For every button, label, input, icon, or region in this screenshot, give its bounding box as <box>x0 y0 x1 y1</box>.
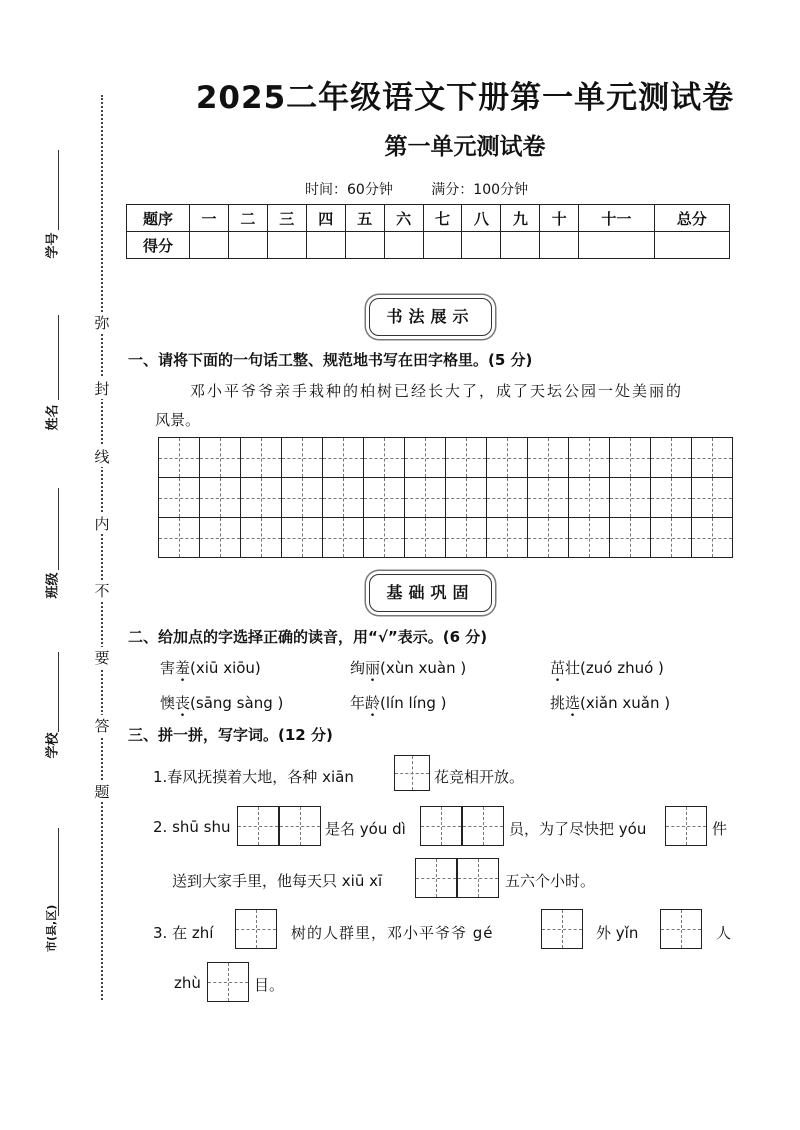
pinyin-options[interactable]: (lín líng ) <box>380 694 447 712</box>
tianzi-cell[interactable] <box>281 477 323 518</box>
answer-box[interactable] <box>457 858 499 898</box>
tianzi-cell[interactable] <box>158 517 200 558</box>
q3-s2-text: 五六个小时。 <box>505 872 596 890</box>
tianzi-cell[interactable] <box>527 437 569 478</box>
table-cell: 五 <box>345 205 384 232</box>
word-char: 懊 <box>160 694 176 712</box>
q3-s3-text: 人 <box>716 924 732 942</box>
word-char: 年 <box>350 694 366 712</box>
exam-info <box>305 179 562 199</box>
tianzi-cell[interactable] <box>281 517 323 558</box>
tianzi-cell[interactable] <box>609 517 651 558</box>
answer-box[interactable] <box>462 806 504 846</box>
page-title: 2025二年级语文下册第一单元测试卷 <box>195 80 735 116</box>
tianzi-cell[interactable] <box>609 437 651 478</box>
city-line[interactable] <box>58 828 59 916</box>
q2-item[interactable] <box>160 692 283 713</box>
tianzi-cell[interactable] <box>650 477 692 518</box>
word-char: 绚 <box>350 659 366 677</box>
score-input-cell[interactable] <box>501 232 540 259</box>
score-input-cell[interactable] <box>306 232 345 259</box>
tianzi-cell[interactable] <box>609 477 651 518</box>
city-label: 市(县,区) <box>45 904 58 952</box>
q3-heading: 三、拼一拼，写字词。(12 分) <box>128 726 333 744</box>
q3-s3-text: 目。 <box>254 976 285 994</box>
word-char: 壮 <box>565 659 581 677</box>
table-cell: 八 <box>462 205 501 232</box>
tianzi-cell[interactable] <box>568 477 610 518</box>
tianzi-cell[interactable] <box>240 477 282 518</box>
pinyin-options[interactable]: (sāng sàng ) <box>190 694 284 712</box>
q2-item[interactable] <box>350 692 446 713</box>
pinyin-options[interactable]: (xiǎn xuǎn ) <box>580 694 671 712</box>
table-cell: 六 <box>384 205 423 232</box>
score-input-cell[interactable] <box>654 232 729 259</box>
score-header-row <box>127 205 730 232</box>
answer-box[interactable] <box>665 806 707 846</box>
tianzi-cell[interactable] <box>158 477 200 518</box>
section-badge-basics: 基础巩固 <box>369 574 492 612</box>
student-id-line[interactable] <box>58 150 59 230</box>
tianzi-cell[interactable] <box>240 517 282 558</box>
tianzi-cell[interactable] <box>322 437 364 478</box>
tianzi-cell[interactable] <box>445 517 487 558</box>
score-input-cell[interactable] <box>228 232 267 259</box>
dotted-char: 茁 <box>550 659 566 677</box>
table-cell: 总分 <box>654 205 729 232</box>
dotted-char: 龄 <box>365 694 381 712</box>
tianzi-cell[interactable] <box>199 517 241 558</box>
table-cell: 七 <box>423 205 462 232</box>
q2-item[interactable] <box>550 692 670 713</box>
q3-s1-text: 1.春风抚摸着大地，各种 xiān <box>153 768 354 786</box>
table-cell: 二 <box>228 205 267 232</box>
tianzi-cell[interactable] <box>568 437 610 478</box>
score-input-cell[interactable] <box>579 232 654 259</box>
table-cell: 四 <box>306 205 345 232</box>
pinyin-options[interactable]: (zuó zhuó ) <box>580 659 664 677</box>
tianzi-cell[interactable] <box>445 477 487 518</box>
seal-char: 线 <box>92 446 112 467</box>
answer-box[interactable] <box>420 806 462 846</box>
tianzi-cell[interactable] <box>486 477 528 518</box>
table-cell: 三 <box>267 205 306 232</box>
tianzi-cell[interactable] <box>363 517 405 558</box>
time-limit: 时间：60分钟 <box>305 182 393 198</box>
seal-char: 题 <box>92 781 112 802</box>
tianzi-cell[interactable] <box>486 517 528 558</box>
tianzi-cell[interactable] <box>322 517 364 558</box>
section-badge-calligraphy: 书法展示 <box>369 298 492 336</box>
table-cell: 题序 <box>127 205 190 232</box>
seal-char: 封 <box>92 378 112 399</box>
dotted-char: 丧 <box>175 694 191 712</box>
q3-s3-text: 外 yǐn <box>596 924 639 942</box>
tianzi-cell[interactable] <box>199 477 241 518</box>
tianzi-cell[interactable] <box>404 437 446 478</box>
pinyin-options[interactable]: (xùn xuàn ) <box>380 659 467 677</box>
tianzi-cell[interactable] <box>199 437 241 478</box>
pinyin-options[interactable]: (xiū xiōu) <box>190 659 261 677</box>
score-input-cell[interactable] <box>384 232 423 259</box>
seal-char: 不 <box>92 580 112 601</box>
answer-box[interactable] <box>237 806 279 846</box>
class-label: 班级 <box>45 572 61 599</box>
q1-heading: 一、请将下面的一句话工整、规范地书写在田字格里。(5 分) <box>128 351 533 369</box>
q3-s2-text: 2. shū shu <box>153 818 231 836</box>
q2-item[interactable] <box>350 657 466 678</box>
seal-dotted-line <box>101 95 103 1000</box>
answer-box[interactable] <box>415 858 457 898</box>
tianzi-cell[interactable] <box>158 437 200 478</box>
answer-box[interactable] <box>207 962 249 1002</box>
q3-s1-text: 花竞相开放。 <box>434 768 525 786</box>
tianzi-cell[interactable] <box>527 517 569 558</box>
name-line[interactable] <box>58 315 59 400</box>
page-subtitle: 第一单元测试卷 <box>384 134 546 160</box>
seal-char: 弥 <box>92 312 112 333</box>
q2-item[interactable] <box>160 657 261 678</box>
tianzi-cell[interactable] <box>363 437 405 478</box>
seal-char: 答 <box>92 715 112 736</box>
score-input-cell[interactable] <box>423 232 462 259</box>
tianzi-cell[interactable] <box>322 477 364 518</box>
tianzi-cell[interactable] <box>281 437 323 478</box>
tianzi-cell[interactable] <box>486 437 528 478</box>
score-table <box>126 204 730 259</box>
score-value-row <box>127 232 730 259</box>
q3-s3-text: 树的人群里，邓小平爷爷 gé <box>291 924 494 942</box>
q3-s2-text: 是名 yóu dì <box>325 820 406 838</box>
q3-s3-text: zhù <box>174 974 201 992</box>
tianzi-cell[interactable] <box>240 437 282 478</box>
q3-s2-text: 员，为了尽快把 yóu <box>509 820 647 838</box>
tianzi-cell[interactable] <box>650 517 692 558</box>
dotted-char: 选 <box>565 694 581 712</box>
q2-heading: 二、给加点的字选择正确的读音，用“√”表示。(6 分) <box>128 628 488 646</box>
word-char: 挑 <box>550 694 566 712</box>
answer-box[interactable] <box>541 909 583 949</box>
school-label: 学校 <box>45 732 61 759</box>
q2-item[interactable] <box>550 657 664 678</box>
answer-box[interactable] <box>279 806 321 846</box>
table-cell: 十一 <box>579 205 654 232</box>
tianzi-cell[interactable] <box>363 477 405 518</box>
tianzi-cell[interactable] <box>527 477 569 518</box>
tianzi-cell[interactable] <box>445 437 487 478</box>
tianzi-grid[interactable] <box>158 437 732 557</box>
answer-box[interactable] <box>394 755 430 791</box>
dotted-char: 羞 <box>175 659 191 677</box>
tianzi-cell[interactable] <box>568 517 610 558</box>
table-cell: 十 <box>540 205 579 232</box>
table-cell: 一 <box>190 205 229 232</box>
score-input-cell[interactable] <box>267 232 306 259</box>
q1-text-line1: 邓小平爷爷亲手栽种的柏树已经长大了，成了天坛公园一处美丽的 <box>190 382 684 400</box>
tianzi-cell[interactable] <box>650 437 692 478</box>
q3-s3-text: 3. 在 zhí <box>153 924 214 942</box>
student-id-label: 学号 <box>45 232 61 259</box>
answer-box[interactable] <box>660 909 702 949</box>
word-char: 害 <box>160 659 176 677</box>
tianzi-cell[interactable] <box>691 477 733 518</box>
tianzi-cell[interactable] <box>691 517 733 558</box>
full-score: 满分：100分钟 <box>431 182 529 198</box>
q3-s2-text: 件 <box>712 820 728 838</box>
score-input-cell[interactable] <box>345 232 384 259</box>
tianzi-cell[interactable] <box>404 517 446 558</box>
table-cell: 九 <box>501 205 540 232</box>
school-line[interactable] <box>58 652 59 732</box>
score-input-cell[interactable] <box>462 232 501 259</box>
score-input-cell[interactable] <box>190 232 229 259</box>
q1-text-line2: 风景。 <box>155 411 201 429</box>
seal-char: 内 <box>92 513 112 534</box>
tianzi-cell[interactable] <box>691 437 733 478</box>
q3-s2-text: 送到大家手里，他每天只 xiū xī <box>172 872 383 890</box>
name-label: 姓名 <box>45 404 61 431</box>
tianzi-cell[interactable] <box>404 477 446 518</box>
seal-char: 要 <box>92 647 112 668</box>
answer-box[interactable] <box>235 909 277 949</box>
dotted-char: 丽 <box>365 659 381 677</box>
table-cell: 得分 <box>127 232 190 259</box>
class-line[interactable] <box>58 488 59 570</box>
score-input-cell[interactable] <box>540 232 579 259</box>
